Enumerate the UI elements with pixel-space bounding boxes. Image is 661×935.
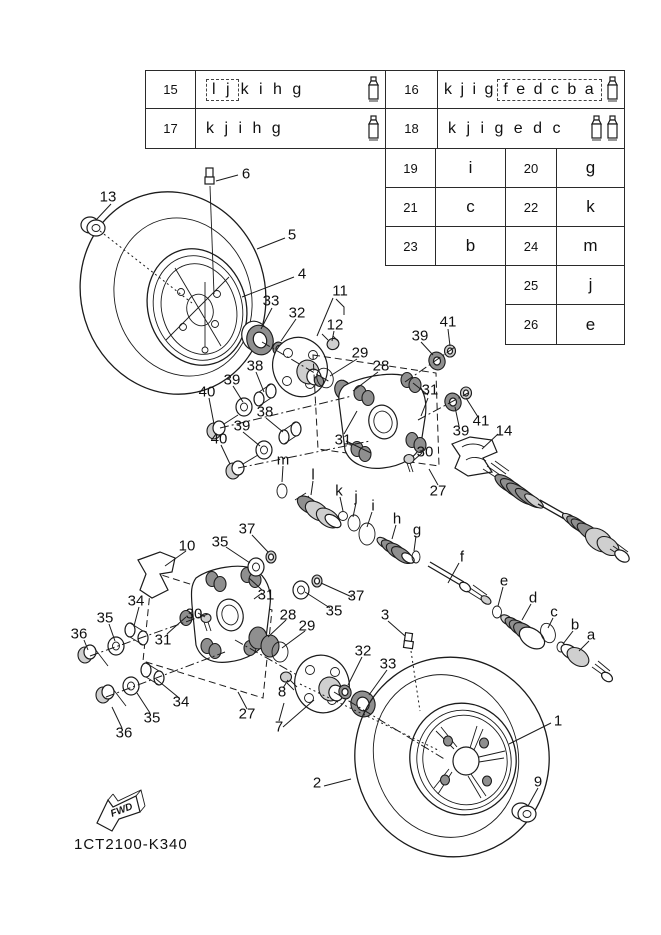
legend-cell-val-21: c: [435, 187, 506, 227]
callout-j: j: [354, 488, 358, 506]
callout-36: 36: [115, 724, 133, 742]
callout-27: 27: [238, 705, 256, 723]
callout-38: 38: [246, 357, 264, 375]
legend-cell-ref-20: 20: [505, 148, 557, 188]
callout-10: 10: [178, 537, 196, 555]
legend-cell-val-24: m: [556, 226, 625, 266]
drawing-code: 1CT2100-K340: [74, 836, 188, 853]
callout-30: 30: [185, 605, 203, 623]
callout-b: b: [570, 616, 580, 634]
callout-h: h: [392, 510, 402, 528]
legend-cell-ref-16: 16: [385, 70, 438, 109]
callout-e: e: [499, 572, 509, 590]
legend-cell-ref-26: 26: [505, 304, 557, 345]
boxed-letters: f e d c b a: [497, 79, 601, 101]
legend-cell-ref-25: 25: [505, 265, 557, 305]
legend-cell-val-26: e: [556, 304, 625, 345]
callout-m: m: [276, 451, 290, 469]
legend-cell-ref-18: 18: [385, 108, 438, 149]
callout-39: 39: [223, 371, 241, 389]
callout-a: a: [586, 626, 596, 644]
callout-31: 31: [421, 381, 439, 399]
callout-2: 2: [312, 774, 322, 792]
callout-5: 5: [287, 226, 297, 244]
callout-39: 39: [233, 417, 251, 435]
callout-9: 9: [533, 773, 543, 791]
callout-39: 39: [411, 327, 429, 345]
callout-36: 36: [70, 625, 88, 643]
callout-32: 32: [354, 642, 372, 660]
callout-l: l: [311, 466, 315, 484]
fwd-arrow-label: FWD: [109, 801, 135, 820]
callout-11: 11: [332, 282, 348, 300]
callout-41: 41: [439, 313, 457, 331]
callout-34: 34: [172, 693, 190, 711]
callout-3: 3: [380, 606, 390, 624]
legend-cell-val-19: i: [435, 148, 506, 188]
callout-39: 39: [452, 422, 470, 440]
letters: k i h g: [240, 80, 305, 98]
callout-32: 32: [288, 304, 306, 322]
callout-28: 28: [372, 357, 390, 375]
callout-40: 40: [210, 430, 228, 448]
callout-14: 14: [495, 422, 513, 440]
callout-4: 4: [297, 265, 307, 283]
callout-30: 30: [416, 443, 434, 461]
callout-6: 6: [241, 165, 251, 183]
callout-35: 35: [143, 709, 161, 727]
callout-33: 33: [379, 655, 397, 673]
callout-7: 7: [274, 718, 284, 736]
letters: k j i g: [444, 80, 496, 98]
callout-13: 13: [99, 188, 117, 206]
legend-cell-val-25: j: [556, 265, 625, 305]
callout-f: f: [459, 548, 465, 566]
callout-35: 35: [325, 602, 343, 620]
legend-cell-ref-24: 24: [505, 226, 557, 266]
legend-cell-val-20: g: [556, 148, 625, 188]
callout-12: 12: [326, 316, 344, 334]
legend-cell-ref-19: 19: [385, 148, 436, 188]
callout-d: d: [528, 589, 538, 607]
callout-1: 1: [553, 712, 563, 730]
callout-8: 8: [277, 683, 287, 701]
letters: k j i h g: [206, 119, 284, 137]
callout-28: 28: [279, 606, 297, 624]
callout-k: k: [335, 482, 343, 500]
callout-33: 33: [262, 292, 280, 310]
callout-37: 37: [238, 520, 256, 538]
callout-40: 40: [198, 383, 216, 401]
callout-27: 27: [429, 482, 447, 500]
callout-31: 31: [334, 431, 352, 449]
callout-i: i: [371, 497, 375, 515]
legend-cell-val-22: k: [556, 187, 625, 227]
callout-31: 31: [154, 631, 172, 649]
callout-29: 29: [351, 344, 369, 362]
callout-38: 38: [256, 403, 274, 421]
boxed-letters: l j: [206, 79, 239, 101]
callout-34: 34: [127, 592, 145, 610]
legend-cell-ref-17: 17: [145, 108, 196, 149]
legend-cell-val-23: b: [435, 226, 506, 266]
letters: k j i g e d c: [448, 119, 564, 137]
legend-cell-ref-22: 22: [505, 187, 557, 227]
callout-29: 29: [298, 617, 316, 635]
callout-c: c: [550, 603, 558, 621]
callout-35: 35: [96, 609, 114, 627]
legend-cell-ref-15: 15: [145, 70, 196, 109]
legend-cell-ref-23: 23: [385, 226, 436, 266]
callout-35: 35: [211, 533, 229, 551]
callout-31: 31: [257, 586, 275, 604]
callout-41: 41: [472, 412, 490, 430]
callout-g: g: [412, 521, 422, 539]
callout-37: 37: [347, 587, 365, 605]
legend-cell-ref-21: 21: [385, 187, 436, 227]
